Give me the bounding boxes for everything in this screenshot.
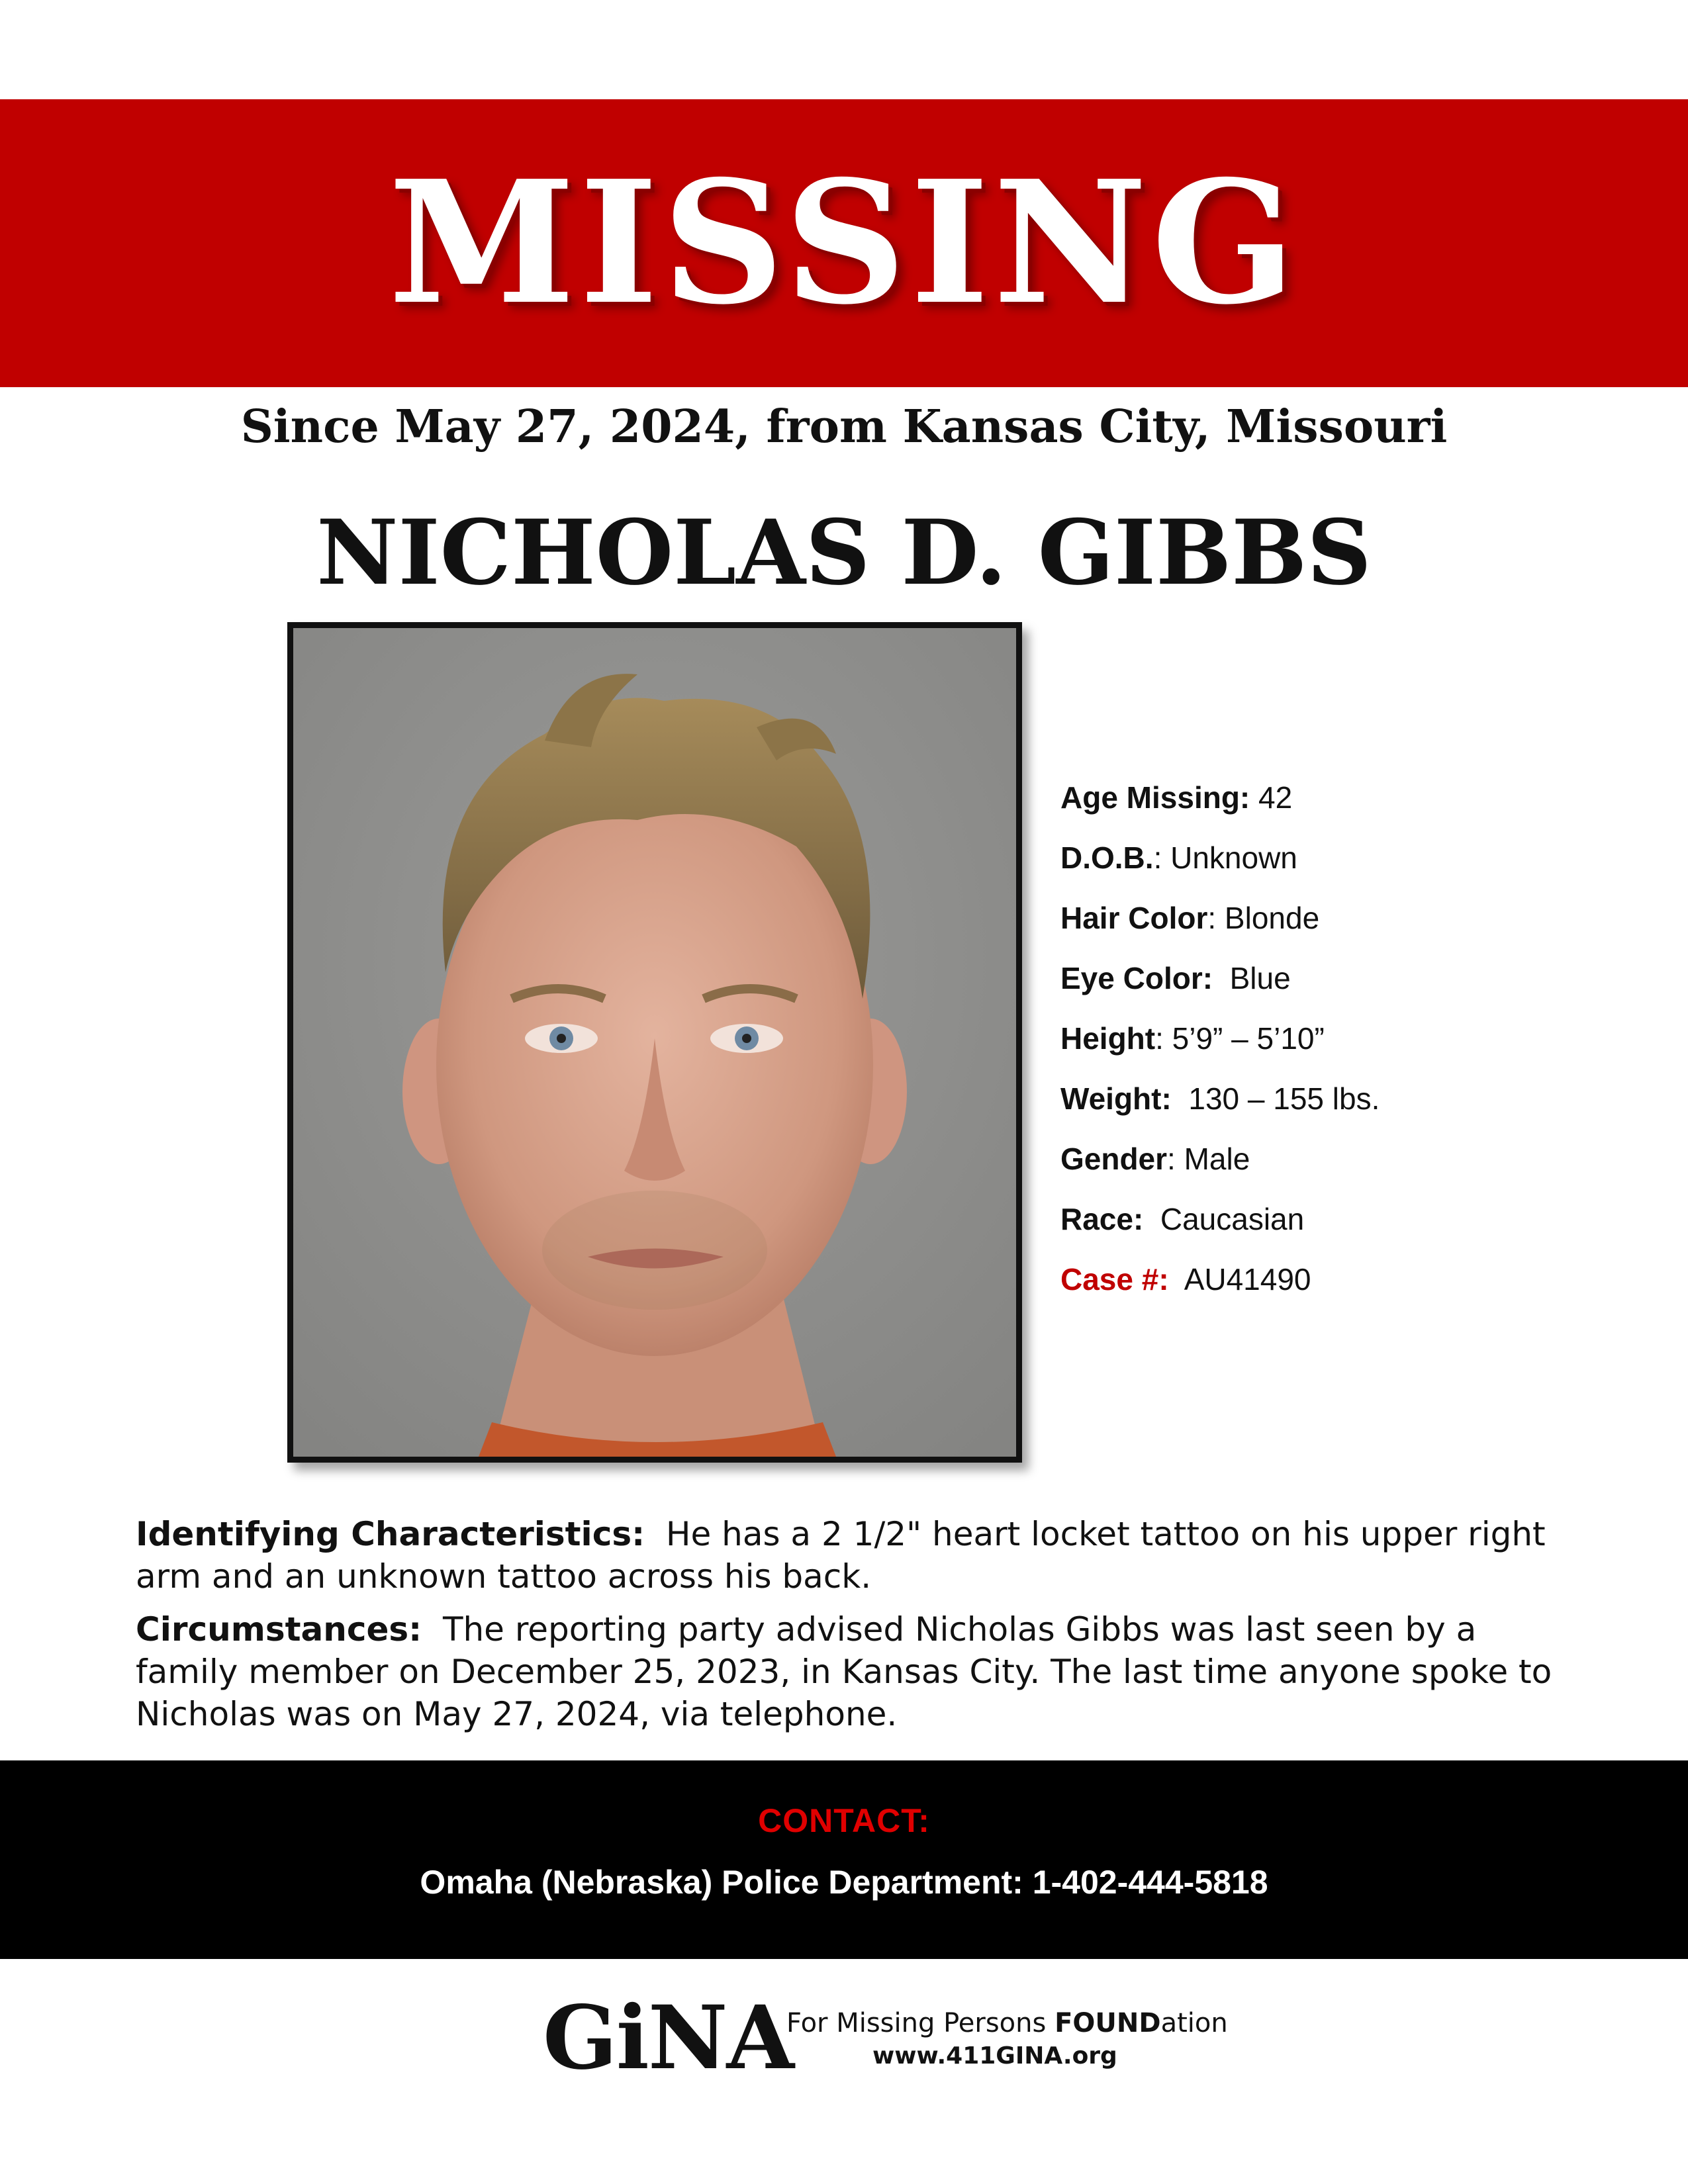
since-line: Since May 27, 2024, from Kansas City, Missouri <box>240 400 1448 453</box>
logo-tagline <box>786 2008 1228 2038</box>
detail-label: D.O.B. <box>1060 841 1154 875</box>
detail-value: Blue <box>1229 961 1291 995</box>
detail-value: : Unknown <box>1153 841 1297 875</box>
detail-label: Gender <box>1060 1142 1168 1176</box>
identifying-label: Identifying Characteristics: <box>136 1515 645 1553</box>
circumstances-label: Circumstances: <box>136 1610 422 1649</box>
contact-phone-line: Omaha (Nebraska) Police Department: 1-402-444-5818 <box>420 1864 1268 1901</box>
detail-age <box>1060 768 1656 828</box>
missing-title: MISSING <box>388 144 1300 342</box>
detail-value: AU41490 <box>1184 1262 1311 1297</box>
detail-dob <box>1060 828 1656 888</box>
detail-value: 130 – 155 lbs. <box>1188 1081 1380 1116</box>
detail-value: Caucasian <box>1160 1202 1305 1236</box>
contact-bar <box>0 1760 1688 1959</box>
detail-value: : 5’9” – 5’10” <box>1155 1021 1325 1056</box>
detail-value: : Male <box>1167 1142 1250 1176</box>
gina-logo-mark: GiNA <box>543 1987 793 2089</box>
detail-value: 42 <box>1258 780 1293 815</box>
detail-race <box>1060 1189 1656 1250</box>
logo-website: www.411GINA.org <box>872 2042 1117 2070</box>
detail-label: Weight: <box>1060 1081 1172 1116</box>
detail-case-number <box>1060 1250 1656 1310</box>
portrait-image <box>293 628 1016 1457</box>
identifying-characteristics <box>136 1513 1579 1598</box>
person-name: NICHOLAS D. GIBBS <box>316 500 1372 605</box>
detail-gender <box>1060 1129 1656 1189</box>
detail-value: : Blonde <box>1207 901 1320 935</box>
detail-label: Hair Color <box>1060 901 1208 935</box>
detail-eye-color <box>1060 948 1656 1009</box>
gina-logo <box>543 1987 1228 2089</box>
person-photo <box>287 622 1022 1463</box>
person-details <box>1060 768 1656 1310</box>
contact-title: CONTACT: <box>758 1802 930 1839</box>
circumstances-text: The reporting party advised Nicholas Gibbs was last seen by a family member on December 25, 2023, in Kansas City. The last time anyone spoke to Nicholas was on May 27, 2024, via telephone. <box>136 1610 1552 1733</box>
detail-label: Height <box>1060 1021 1156 1056</box>
circumstances <box>136 1608 1579 1735</box>
detail-weight <box>1060 1069 1656 1129</box>
identifying-text: He has a 2 1/2" heart locket tattoo on his upper right arm and an unknown tattoo across his back. <box>136 1515 1546 1596</box>
tagline-bold: FOUND <box>1055 2008 1161 2038</box>
missing-banner <box>0 99 1688 387</box>
detail-height <box>1060 1009 1656 1069</box>
detail-label: Eye Color: <box>1060 961 1213 995</box>
detail-hair-color <box>1060 888 1656 948</box>
detail-label: Race: <box>1060 1202 1144 1236</box>
detail-label: Age Missing: <box>1060 780 1250 815</box>
tagline-prefix: For Missing Persons <box>786 2008 1055 2038</box>
tagline-suffix: ation <box>1160 2008 1228 2038</box>
detail-label: Case #: <box>1060 1262 1169 1297</box>
